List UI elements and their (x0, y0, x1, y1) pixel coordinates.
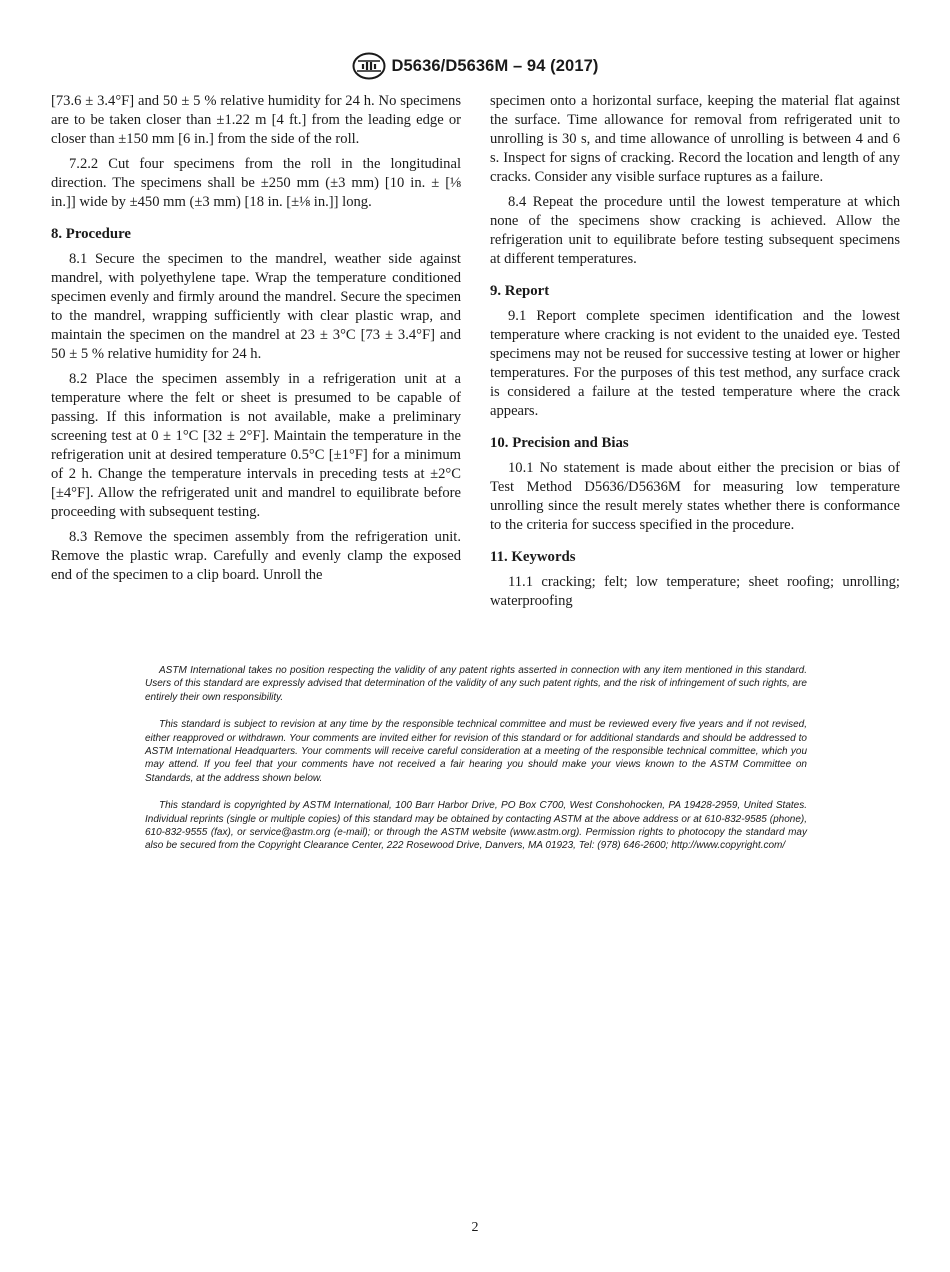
section-heading-report: 9. Report (490, 283, 550, 299)
paragraph-11-1: 11.1 cracking; felt; low temperature; sheet roofing; unrolling; waterproofing (490, 574, 900, 609)
page-number: 2 (471, 1220, 479, 1235)
section-heading-precision-bias: 10. Precision and Bias (490, 435, 629, 451)
paragraph-7-2-2: 7.2.2 Cut four specimens from the roll in the longitudinal direction. The specimens shall be ±250 mm (±3 mm) [10 in. ± [⅛ in.]] wide by ±450 mm (±3 mm) [18 in. [±⅛ in.]] long. (51, 156, 461, 210)
paragraph-8-3-continued: specimen onto a horizontal surface, keeping the material flat against the surface. Time allowance for removal from refrigerated unit to unrolling is 30 s, and time allowance of unrolling is between 4 and 6 s. Inspect for signs of cracking. Record the location and length of any cracks. Consider any visible surface ruptures as a failure. (490, 93, 900, 185)
section-heading-procedure: 8. Procedure (51, 226, 131, 242)
left-column (51, 92, 461, 591)
astm-logo-icon (352, 52, 386, 80)
paragraph-8-4: 8.4 Repeat the procedure until the lowest temperature at which none of the specimens show cracking is achieved. Allow the refrigeration unit to equilibrate before testing subsequent specimens at different temperatures. (490, 194, 900, 267)
paragraph-10-1: 10.1 No statement is made about either the precision or bias of Test Method D5636/D5636M for measuring low temperature unrolling since the result merely states whether there is conformance to the criteria for success specified in the procedure. (490, 460, 900, 533)
revision-notice: This standard is subject to revision at any time by the responsible technical committee and must be reviewed every five years and if not revised, either reapproved or withdrawn. Your comments are invited either for revision of this standard or for additional standards and should be addressed to ASTM International Headquarters. Your comments will receive careful consideration at a meeting of the responsible technical committee, which you may attend. If you feel that your comments have not received a fair hearing you should make your views known to the ASTM Committee on Standards, at the address shown below. (145, 719, 807, 784)
document-designation: D5636/D5636M – 94 (2017) (391, 56, 599, 75)
paragraph-8-1: 8.1 Secure the specimen to the mandrel, weather side against mandrel, with polyethylene tape. Wrap the temperature conditioned specimen evenly and firmly around the mandrel. Secure the specimen to the mandrel, wrapping sufficiently with clear plastic wrap, and maintain the specimen on the mandrel at 23 ± 3°C [73 ± 3.4°F] and 50 ± 5 % relative humidity for 24 h. (51, 251, 461, 362)
copyright-notice: This standard is copyrighted by ASTM International, 100 Barr Harbor Drive, PO Box C700, West Conshohocken, PA 19428-2959, United States. Individual reprints (single or multiple copies) of this standard may be obtained by contacting ASTM at the above address or at 610-832-9585 (phone), 610-832-9555 (fax), or service@astm.org (e-mail); or through the ASTM website (www.astm.org). Permission rights to photocopy the standard may also be secured from the Copyright Clearance Center, 222 Rosewood Drive, Danvers, MA 01923, Tel: (978) 646-2600; http://www.copyright.com/ (145, 800, 807, 852)
paragraph-8-2: 8.2 Place the specimen assembly in a refrigeration unit at a temperature where the felt or sheet is presumed to be capable of passing. If this information is not available, make a preliminary screening test at 0 ± 1°C [32 ± 2°F]. Maintain the temperature in the refrigeration unit at desired temperature 0.5°C [±1°F] for a minimum of 2 h. Change the temperature intervals in preceding tests at ±2°C [±4°F]. Allow the refrigerated unit and mandrel to equilibrate before proceeding with subsequent testing. (51, 371, 461, 520)
legal-notices (145, 664, 807, 867)
patent-notice: ASTM International takes no position respecting the validity of any patent rights asserted in connection with any item mentioned in this standard. Users of this standard are expressly advised that determination of the validity of any such patent rights, and the risk of infringement of such rights, are entirely their own responsibility. (145, 665, 807, 703)
right-column (490, 92, 900, 617)
page-header (0, 52, 950, 85)
header-inner (352, 52, 599, 80)
paragraph-8-3: 8.3 Remove the specimen assembly from the refrigeration unit. Remove the plastic wrap. Carefully and evenly clamp the exposed end of the specimen to a clip board. Unroll the (51, 529, 461, 583)
paragraph-7-2-1-continued: [73.6 ± 3.4°F] and 50 ± 5 % relative humidity for 24 h. No specimens are to be taken closer than ±1.22 m [4 ft.] from the leading edge or closer than ±150 mm [6 in.] from the side of the roll. (51, 93, 461, 147)
paragraph-9-1: 9.1 Report complete specimen identification and the lowest temperature where cracking is not evident to the unaided eye. Tested specimens may not be reused for successive testing at lower or higher temperatures. For the purposes of this test method, any surface crack is considered a failure at the tested temperature where the crack appears. (490, 308, 900, 419)
section-heading-keywords: 11. Keywords (490, 549, 576, 565)
